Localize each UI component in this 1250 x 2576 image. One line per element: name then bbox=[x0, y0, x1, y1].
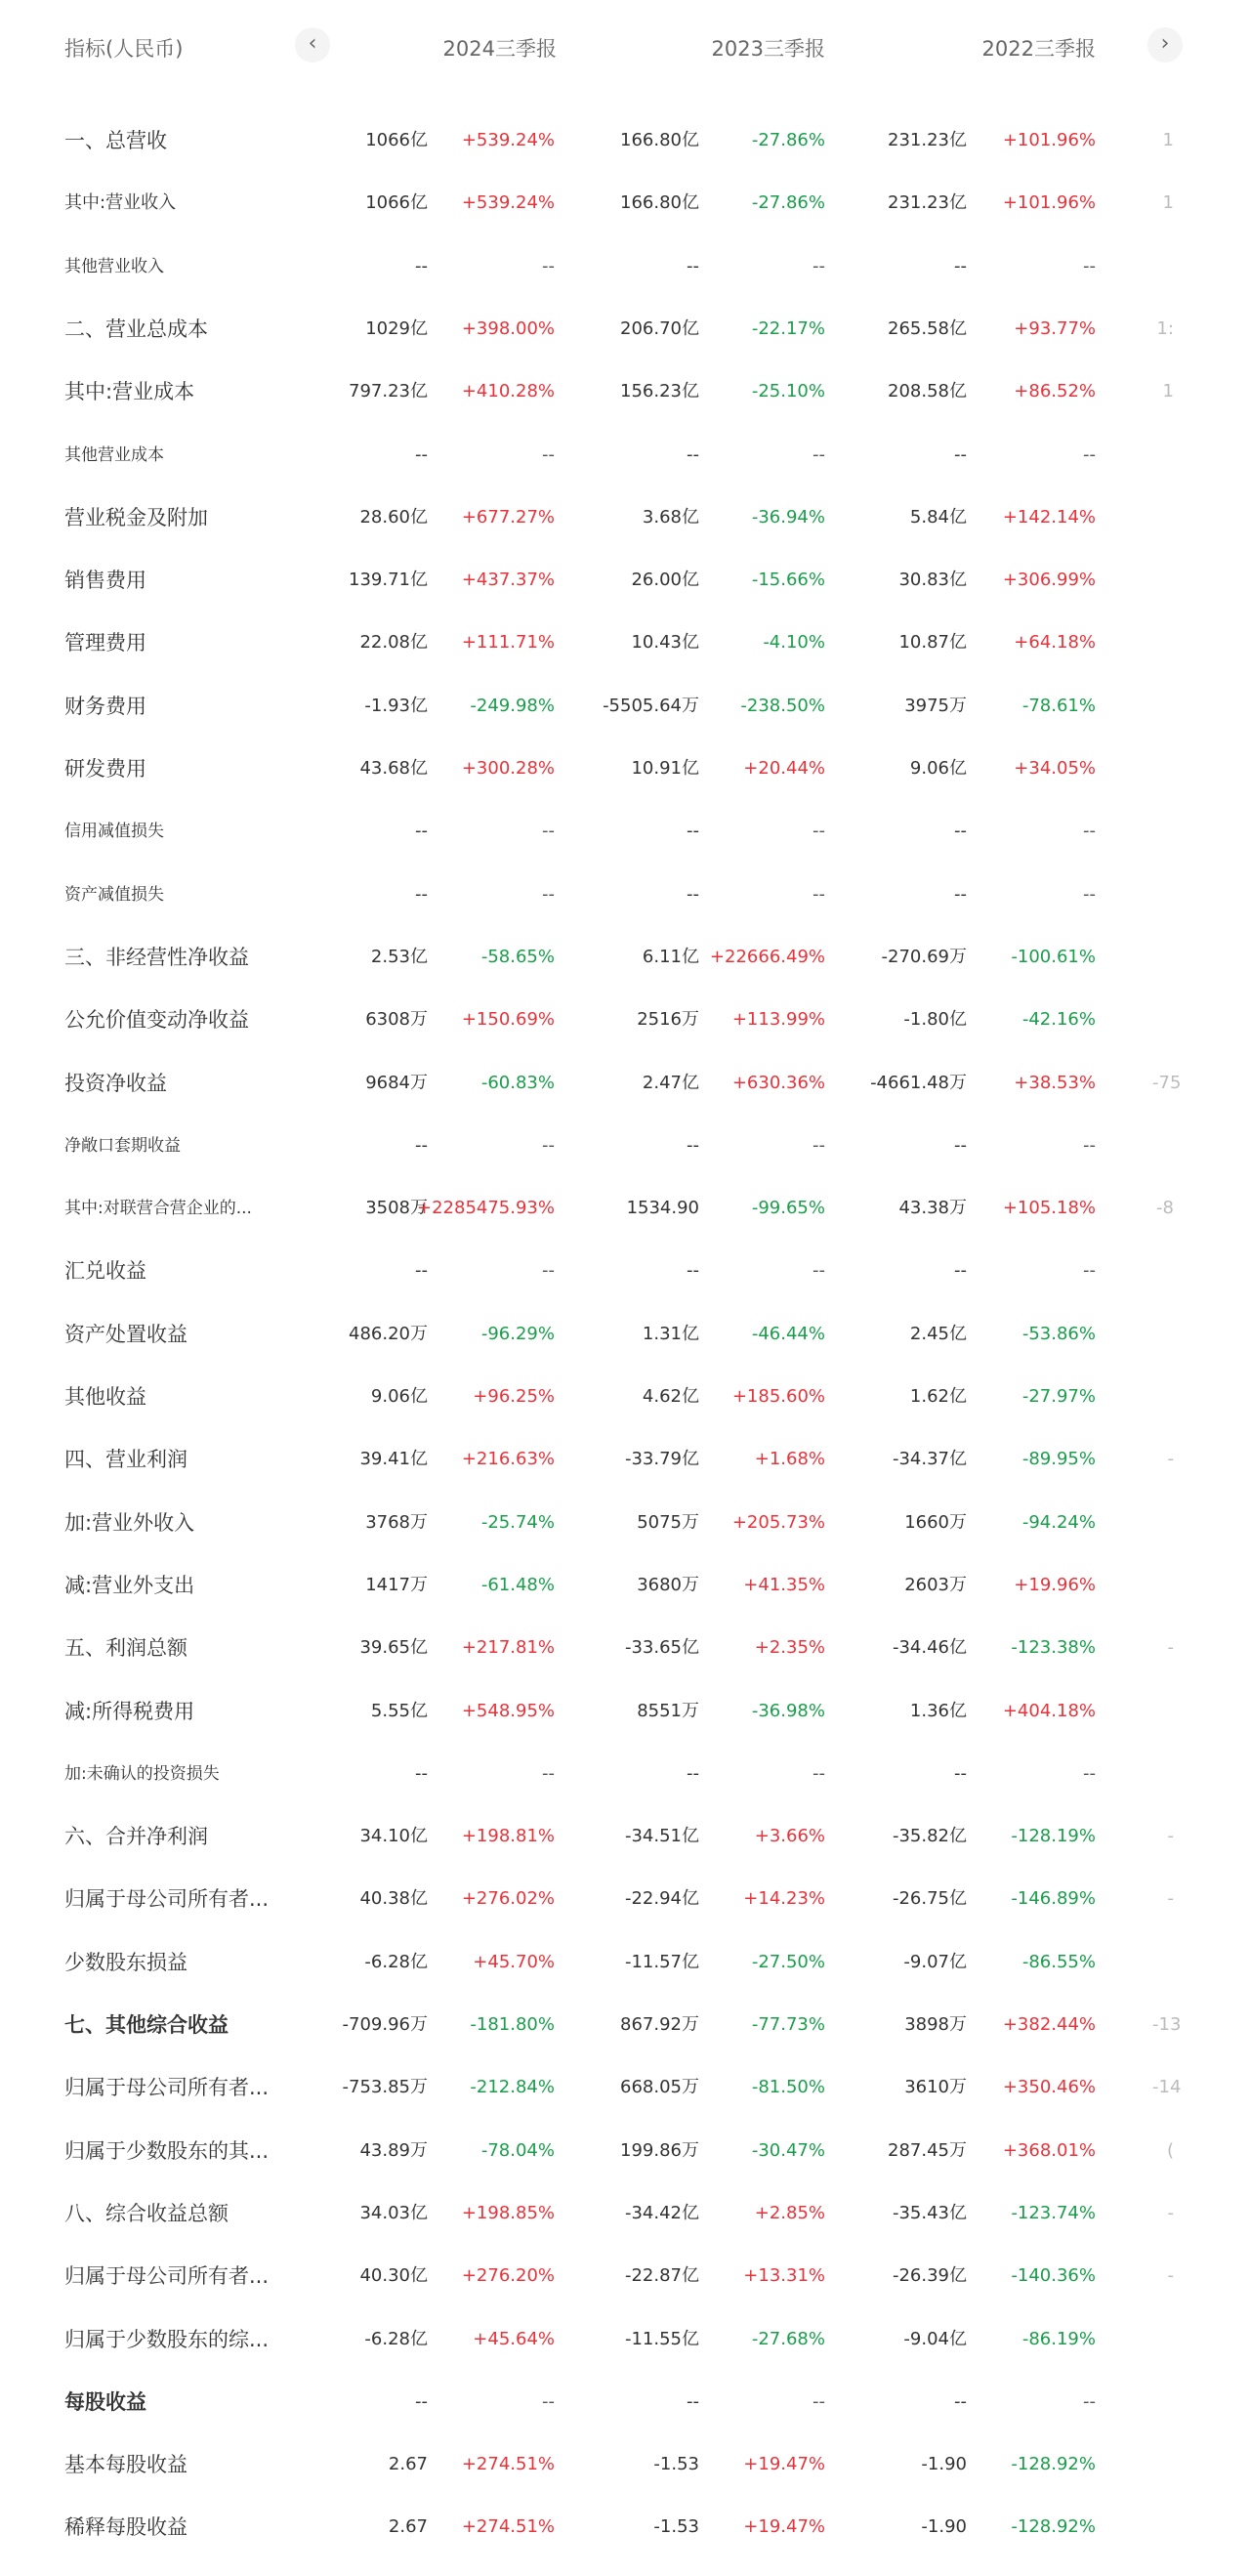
row-value: 30.83亿 bbox=[898, 570, 967, 590]
row-yoy-change: +13.31% bbox=[743, 2265, 825, 2286]
row-value-truncated: ( bbox=[1166, 2140, 1174, 2161]
row-value: -1.80亿 bbox=[903, 1009, 967, 1030]
row-yoy-change: -- bbox=[542, 821, 555, 841]
row-yoy-change: +113.99% bbox=[731, 1009, 825, 1030]
row-label: 汇兑收益 bbox=[64, 1259, 146, 1283]
row-yoy-change: -22.17% bbox=[751, 318, 825, 339]
row-label: 归属于母公司所有者... bbox=[64, 2076, 270, 2099]
row-yoy-change: -- bbox=[812, 444, 825, 465]
row-label: 管理费用 bbox=[64, 631, 146, 655]
row-value: -22.94亿 bbox=[624, 1888, 699, 1909]
row-value: 265.58亿 bbox=[888, 318, 967, 339]
row-yoy-change: -- bbox=[542, 1260, 555, 1281]
row-yoy-change: +45.64% bbox=[473, 2329, 555, 2349]
row-yoy-change: -- bbox=[812, 1135, 825, 1156]
row-label: 七、其他综合收益 bbox=[64, 2013, 229, 2037]
row-value: 4.62亿 bbox=[642, 1386, 699, 1407]
row-value: 231.23亿 bbox=[888, 130, 967, 150]
row-yoy-change: -58.65% bbox=[480, 947, 555, 967]
row-value: -270.69万 bbox=[881, 947, 967, 967]
row-yoy-change: +306.99% bbox=[1002, 570, 1096, 590]
row-value: -34.37亿 bbox=[892, 1449, 967, 1469]
row-value: 39.65亿 bbox=[359, 1637, 428, 1658]
row-yoy-change: -86.55% bbox=[1021, 1952, 1096, 1972]
row-value: -- bbox=[954, 821, 967, 841]
row-value: 5.55亿 bbox=[370, 1701, 428, 1721]
row-yoy-change: -128.92% bbox=[1011, 2454, 1096, 2474]
row-value: 43.38万 bbox=[898, 1198, 967, 1218]
row-value: -22.87亿 bbox=[624, 2265, 699, 2286]
row-value: 40.38亿 bbox=[359, 1888, 428, 1909]
row-yoy-change: +45.70% bbox=[473, 1952, 555, 1972]
row-yoy-change: -- bbox=[812, 821, 825, 841]
row-value: 34.10亿 bbox=[359, 1826, 428, 1846]
row-yoy-change: -36.98% bbox=[751, 1701, 825, 1721]
row-label: 每股收益 bbox=[64, 2390, 146, 2414]
period-header-2024q3: 2024三季报 bbox=[442, 37, 557, 61]
row-value-truncated: - bbox=[1167, 1826, 1174, 1846]
row-yoy-change: -123.38% bbox=[1011, 1637, 1096, 1658]
row-label: 其他营业收入 bbox=[64, 257, 164, 276]
row-value-truncated: 1 bbox=[1162, 130, 1174, 150]
row-yoy-change: -27.68% bbox=[751, 2329, 825, 2349]
row-value-truncated: 1 bbox=[1162, 381, 1174, 401]
row-value: 1.36亿 bbox=[909, 1701, 967, 1721]
row-label: 五、利润总额 bbox=[64, 1636, 188, 1660]
row-yoy-change: -- bbox=[542, 256, 555, 276]
row-value: -- bbox=[415, 256, 428, 276]
row-value: 2.67 bbox=[388, 2454, 428, 2474]
row-value: -- bbox=[954, 444, 967, 465]
row-value-truncated: -8 bbox=[1156, 1198, 1174, 1218]
row-yoy-change: +41.35% bbox=[743, 1575, 825, 1595]
row-yoy-change: +300.28% bbox=[461, 758, 555, 779]
row-yoy-change: -128.19% bbox=[1011, 1826, 1096, 1846]
row-value: 1066亿 bbox=[365, 130, 428, 150]
row-value: -1.53 bbox=[653, 2454, 699, 2474]
row-value-truncated: 1: bbox=[1156, 318, 1174, 339]
row-yoy-change: -- bbox=[1083, 1260, 1096, 1281]
row-label: 销售费用 bbox=[64, 569, 146, 592]
row-value: 1.62亿 bbox=[909, 1386, 967, 1407]
row-value: -- bbox=[687, 821, 699, 841]
period-header-2023q3: 2023三季报 bbox=[711, 37, 825, 61]
row-value: -- bbox=[415, 444, 428, 465]
row-yoy-change: -46.44% bbox=[751, 1324, 825, 1344]
row-yoy-change: -- bbox=[812, 1260, 825, 1281]
row-value: 2.67 bbox=[388, 2516, 428, 2537]
row-yoy-change: +150.69% bbox=[461, 1009, 555, 1030]
row-yoy-change: -89.95% bbox=[1021, 1449, 1096, 1469]
row-label: 加:营业外收入 bbox=[64, 1511, 195, 1535]
row-value: 39.41亿 bbox=[359, 1449, 428, 1469]
row-yoy-change: +185.60% bbox=[731, 1386, 825, 1407]
row-value: -- bbox=[687, 256, 699, 276]
row-yoy-change: +276.02% bbox=[461, 1888, 555, 1909]
row-yoy-change: +548.95% bbox=[461, 1701, 555, 1721]
row-yoy-change: +276.20% bbox=[461, 2265, 555, 2286]
row-value: -- bbox=[687, 444, 699, 465]
indicator-column-title: 指标(人民币) bbox=[64, 37, 184, 61]
row-yoy-change: -- bbox=[542, 1763, 555, 1784]
row-value: 6308万 bbox=[365, 1009, 428, 1030]
row-value: -35.43亿 bbox=[892, 2203, 967, 2223]
row-value: -26.75亿 bbox=[892, 1888, 967, 1909]
row-value: -- bbox=[687, 2391, 699, 2412]
row-value: -9.04亿 bbox=[903, 2329, 967, 2349]
row-label: 少数股东损益 bbox=[64, 1951, 188, 1974]
row-yoy-change: -100.61% bbox=[1011, 947, 1096, 967]
row-yoy-change: -99.65% bbox=[751, 1198, 825, 1218]
row-value: -26.39亿 bbox=[892, 2265, 967, 2286]
row-yoy-change: -27.97% bbox=[1021, 1386, 1096, 1407]
row-label: 财务费用 bbox=[64, 695, 146, 718]
row-yoy-change: -- bbox=[1083, 884, 1096, 905]
row-value: 156.23亿 bbox=[620, 381, 699, 401]
row-yoy-change: -146.89% bbox=[1011, 1888, 1096, 1909]
row-yoy-change: +105.18% bbox=[1002, 1198, 1096, 1218]
row-yoy-change: +404.18% bbox=[1002, 1701, 1096, 1721]
row-value: 3610万 bbox=[904, 2077, 967, 2097]
row-yoy-change: +677.27% bbox=[461, 507, 555, 528]
row-value: 1029亿 bbox=[365, 318, 428, 339]
row-value-truncated: -75 bbox=[1152, 1073, 1182, 1093]
row-value: -1.90 bbox=[921, 2516, 967, 2537]
row-label: 基本每股收益 bbox=[64, 2453, 188, 2476]
row-value: 199.86万 bbox=[620, 2140, 699, 2161]
row-yoy-change: +382.44% bbox=[1002, 2014, 1096, 2035]
row-yoy-change: +198.81% bbox=[461, 1826, 555, 1846]
row-yoy-change: +630.36% bbox=[731, 1073, 825, 1093]
row-value: -- bbox=[415, 1135, 428, 1156]
row-yoy-change: +350.46% bbox=[1002, 2077, 1096, 2097]
row-yoy-change: -77.73% bbox=[751, 2014, 825, 2035]
row-label: 稀释每股收益 bbox=[64, 2515, 188, 2539]
row-value: -753.85万 bbox=[342, 2077, 428, 2097]
row-value: -- bbox=[687, 1135, 699, 1156]
row-yoy-change: -30.47% bbox=[751, 2140, 825, 2161]
row-value: 40.30亿 bbox=[359, 2265, 428, 2286]
row-yoy-change: -249.98% bbox=[470, 696, 555, 716]
row-yoy-change: -27.86% bbox=[751, 130, 825, 150]
row-yoy-change: -- bbox=[1083, 2391, 1096, 2412]
row-value: -1.93亿 bbox=[364, 696, 428, 716]
row-value: -11.55亿 bbox=[624, 2329, 699, 2349]
row-yoy-change: +368.01% bbox=[1002, 2140, 1096, 2161]
row-label: 二、营业总成本 bbox=[64, 317, 208, 341]
row-yoy-change: -36.94% bbox=[751, 507, 825, 528]
row-label: 其中:对联营合营企业的... bbox=[64, 1199, 252, 1218]
row-value: 28.60亿 bbox=[359, 507, 428, 528]
row-yoy-change: +437.37% bbox=[461, 570, 555, 590]
row-yoy-change: +539.24% bbox=[461, 192, 555, 213]
row-yoy-change: +93.77% bbox=[1014, 318, 1096, 339]
row-value: 3768万 bbox=[365, 1512, 428, 1533]
row-value: 10.91亿 bbox=[631, 758, 699, 779]
row-value: -- bbox=[415, 1763, 428, 1784]
row-label: 三、非经营性净收益 bbox=[64, 946, 249, 969]
row-yoy-change: +14.23% bbox=[743, 1888, 825, 1909]
row-value: -34.46亿 bbox=[892, 1637, 967, 1658]
row-label: 净敞口套期收益 bbox=[64, 1136, 181, 1156]
row-yoy-change: +205.73% bbox=[731, 1512, 825, 1533]
row-yoy-change: +38.53% bbox=[1014, 1073, 1096, 1093]
row-value-truncated: - bbox=[1167, 1888, 1174, 1909]
row-value-truncated: - bbox=[1167, 1449, 1174, 1469]
chevron-right-icon[interactable]: › bbox=[1147, 27, 1183, 63]
row-yoy-change: -27.50% bbox=[751, 1952, 825, 1972]
row-value: 9.06亿 bbox=[370, 1386, 428, 1407]
row-yoy-change: +398.00% bbox=[461, 318, 555, 339]
row-value: -- bbox=[687, 884, 699, 905]
row-yoy-change: -25.74% bbox=[480, 1512, 555, 1533]
chevron-left-icon[interactable]: ‹ bbox=[295, 27, 330, 63]
row-yoy-change: +198.85% bbox=[461, 2203, 555, 2223]
row-yoy-change: -- bbox=[1083, 1135, 1096, 1156]
row-value: -709.96万 bbox=[342, 2014, 428, 2035]
row-label: 公允价值变动净收益 bbox=[64, 1008, 249, 1032]
row-yoy-change: +34.05% bbox=[1014, 758, 1096, 779]
row-value: 8551万 bbox=[637, 1701, 699, 1721]
row-yoy-change: -- bbox=[812, 1763, 825, 1784]
row-value: 2.53亿 bbox=[370, 947, 428, 967]
row-yoy-change: +101.96% bbox=[1002, 192, 1096, 213]
row-yoy-change: -212.84% bbox=[470, 2077, 555, 2097]
row-value: 5075万 bbox=[637, 1512, 699, 1533]
row-value: -1.90 bbox=[921, 2454, 967, 2474]
row-yoy-change: +410.28% bbox=[461, 381, 555, 401]
row-yoy-change: -238.50% bbox=[740, 696, 825, 716]
row-value: 43.68亿 bbox=[359, 758, 428, 779]
row-value: 22.08亿 bbox=[359, 632, 428, 653]
row-value: 10.87亿 bbox=[898, 632, 967, 653]
row-value: -34.42亿 bbox=[624, 2203, 699, 2223]
row-value: -35.82亿 bbox=[892, 1826, 967, 1846]
row-yoy-change: -15.66% bbox=[751, 570, 825, 590]
row-value: 1417万 bbox=[365, 1575, 428, 1595]
row-value: -- bbox=[415, 1260, 428, 1281]
row-yoy-change: +3.66% bbox=[754, 1826, 825, 1846]
row-label: 营业税金及附加 bbox=[64, 506, 208, 529]
row-value: -34.51亿 bbox=[624, 1826, 699, 1846]
row-yoy-change: -60.83% bbox=[480, 1073, 555, 1093]
row-yoy-change: -86.19% bbox=[1021, 2329, 1096, 2349]
row-value-truncated: - bbox=[1167, 2203, 1174, 2223]
row-value-truncated: - bbox=[1167, 1637, 1174, 1658]
row-yoy-change: +96.25% bbox=[473, 1386, 555, 1407]
row-value: 208.58亿 bbox=[888, 381, 967, 401]
row-value: 3680万 bbox=[637, 1575, 699, 1595]
row-yoy-change: -140.36% bbox=[1011, 2265, 1096, 2286]
row-yoy-change: +19.96% bbox=[1014, 1575, 1096, 1595]
table-header bbox=[0, 0, 1250, 98]
row-value: 867.92万 bbox=[620, 2014, 699, 2035]
row-value: -- bbox=[954, 1135, 967, 1156]
period-header-2022q3: 2022三季报 bbox=[981, 37, 1096, 61]
row-yoy-change: +274.51% bbox=[461, 2454, 555, 2474]
row-yoy-change: -81.50% bbox=[751, 2077, 825, 2097]
row-yoy-change: +2.35% bbox=[754, 1637, 825, 1658]
row-value: 797.23亿 bbox=[349, 381, 428, 401]
row-value: 10.43亿 bbox=[631, 632, 699, 653]
row-value: -33.65亿 bbox=[624, 1637, 699, 1658]
row-yoy-change: +22666.49% bbox=[709, 947, 825, 967]
row-label: 研发费用 bbox=[64, 757, 146, 781]
row-value: 6.11亿 bbox=[642, 947, 699, 967]
row-value: -11.57亿 bbox=[624, 1952, 699, 1972]
row-value: 139.71亿 bbox=[349, 570, 428, 590]
row-label: 其中:营业收入 bbox=[64, 192, 177, 213]
row-label: 资产减值损失 bbox=[64, 885, 164, 905]
row-value: 1660万 bbox=[904, 1512, 967, 1533]
row-value: 9.06亿 bbox=[909, 758, 967, 779]
row-label: 一、总营收 bbox=[64, 129, 167, 152]
row-yoy-change: -- bbox=[1083, 444, 1096, 465]
row-yoy-change: +274.51% bbox=[461, 2516, 555, 2537]
row-yoy-change: -- bbox=[1083, 256, 1096, 276]
row-value: 1.31亿 bbox=[642, 1324, 699, 1344]
row-value: -33.79亿 bbox=[624, 1449, 699, 1469]
row-value: 1534.90 bbox=[626, 1198, 699, 1218]
row-yoy-change: -- bbox=[542, 884, 555, 905]
row-value: 26.00亿 bbox=[631, 570, 699, 590]
row-value: -9.07亿 bbox=[903, 1952, 967, 1972]
row-value: 2.45亿 bbox=[909, 1324, 967, 1344]
row-yoy-change: -- bbox=[812, 256, 825, 276]
row-yoy-change: +19.47% bbox=[743, 2454, 825, 2474]
row-yoy-change: -53.86% bbox=[1021, 1324, 1096, 1344]
row-value-truncated: 1 bbox=[1162, 192, 1174, 213]
row-yoy-change: +216.63% bbox=[461, 1449, 555, 1469]
row-yoy-change: -- bbox=[1083, 1763, 1096, 1784]
row-yoy-change: +101.96% bbox=[1002, 130, 1096, 150]
row-yoy-change: -25.10% bbox=[751, 381, 825, 401]
row-value: 486.20万 bbox=[349, 1324, 428, 1344]
row-value: -- bbox=[954, 256, 967, 276]
row-yoy-change: -- bbox=[1083, 821, 1096, 841]
row-label: 减:所得税费用 bbox=[64, 1700, 195, 1723]
row-yoy-change: -128.92% bbox=[1011, 2516, 1096, 2537]
row-label: 归属于母公司所有者... bbox=[64, 1887, 270, 1911]
row-yoy-change: -- bbox=[812, 2391, 825, 2412]
row-value: -- bbox=[954, 884, 967, 905]
row-value: -- bbox=[954, 1260, 967, 1281]
row-value: -5505.64万 bbox=[603, 696, 699, 716]
row-value: -- bbox=[687, 1260, 699, 1281]
row-label: 归属于少数股东的综... bbox=[64, 2328, 270, 2351]
row-yoy-change: +1.68% bbox=[754, 1449, 825, 1469]
row-value: 668.05万 bbox=[620, 2077, 699, 2097]
row-value: 34.03亿 bbox=[359, 2203, 428, 2223]
row-yoy-change: +111.71% bbox=[461, 632, 555, 653]
row-yoy-change: +142.14% bbox=[1002, 507, 1096, 528]
row-yoy-change: -- bbox=[542, 1135, 555, 1156]
row-value: -- bbox=[954, 1763, 967, 1784]
row-yoy-change: -61.48% bbox=[480, 1575, 555, 1595]
row-yoy-change: -27.86% bbox=[751, 192, 825, 213]
row-value-truncated: -13 bbox=[1152, 2014, 1182, 2035]
row-yoy-change: +20.44% bbox=[743, 758, 825, 779]
row-value: -- bbox=[415, 884, 428, 905]
row-yoy-change: -- bbox=[812, 884, 825, 905]
row-yoy-change: +2.85% bbox=[754, 2203, 825, 2223]
row-label: 六、合并净利润 bbox=[64, 1825, 208, 1848]
row-label: 投资净收益 bbox=[64, 1072, 167, 1095]
row-value: 1066亿 bbox=[365, 192, 428, 213]
row-label: 其他营业成本 bbox=[64, 445, 164, 465]
row-yoy-change: -78.04% bbox=[480, 2140, 555, 2161]
row-value: -1.53 bbox=[653, 2516, 699, 2537]
row-yoy-change: -- bbox=[542, 444, 555, 465]
row-label: 其中:营业成本 bbox=[64, 380, 195, 403]
row-value: -- bbox=[415, 2391, 428, 2412]
row-yoy-change: -42.16% bbox=[1021, 1009, 1096, 1030]
row-yoy-change: -123.74% bbox=[1011, 2203, 1096, 2223]
row-value: 231.23亿 bbox=[888, 192, 967, 213]
row-value: 5.84亿 bbox=[909, 507, 967, 528]
row-value: 3508万 bbox=[365, 1198, 428, 1218]
row-value: -- bbox=[954, 2391, 967, 2412]
row-label: 其他收益 bbox=[64, 1385, 146, 1409]
row-label: 归属于母公司所有者... bbox=[64, 2264, 270, 2288]
row-value: -- bbox=[687, 1763, 699, 1784]
row-label: 信用减值损失 bbox=[64, 822, 164, 841]
row-label: 加:未确认的投资损失 bbox=[64, 1764, 220, 1784]
row-value: 2516万 bbox=[637, 1009, 699, 1030]
row-value: 43.89万 bbox=[359, 2140, 428, 2161]
row-value: -- bbox=[415, 821, 428, 841]
row-label: 归属于少数股东的其... bbox=[64, 2139, 270, 2163]
row-yoy-change: +19.47% bbox=[743, 2516, 825, 2537]
row-yoy-change: -78.61% bbox=[1021, 696, 1096, 716]
row-value: 287.45万 bbox=[888, 2140, 967, 2161]
row-value: 3975万 bbox=[904, 696, 967, 716]
row-label: 四、营业利润 bbox=[64, 1448, 188, 1471]
row-label: 资产处置收益 bbox=[64, 1323, 188, 1346]
row-value: 206.70亿 bbox=[620, 318, 699, 339]
row-value: 3.68亿 bbox=[642, 507, 699, 528]
row-yoy-change: -181.80% bbox=[470, 2014, 555, 2035]
row-value: 2603万 bbox=[904, 1575, 967, 1595]
row-yoy-change: +64.18% bbox=[1014, 632, 1096, 653]
row-yoy-change: -4.10% bbox=[763, 632, 825, 653]
row-yoy-change: +539.24% bbox=[461, 130, 555, 150]
row-value-truncated: -14 bbox=[1152, 2077, 1182, 2097]
row-yoy-change: +217.81% bbox=[461, 1637, 555, 1658]
row-value: -4661.48万 bbox=[870, 1073, 967, 1093]
row-value: 9684万 bbox=[365, 1073, 428, 1093]
row-value-truncated: - bbox=[1167, 2265, 1174, 2286]
row-value: -6.28亿 bbox=[364, 2329, 428, 2349]
row-label: 八、综合收益总额 bbox=[64, 2202, 229, 2225]
row-yoy-change: -94.24% bbox=[1021, 1512, 1096, 1533]
row-value: 3898万 bbox=[904, 2014, 967, 2035]
row-value: 2.47亿 bbox=[642, 1073, 699, 1093]
row-yoy-change: +86.52% bbox=[1014, 381, 1096, 401]
row-yoy-change: +2285475.93% bbox=[417, 1198, 555, 1218]
row-value: 166.80亿 bbox=[620, 192, 699, 213]
row-yoy-change: -96.29% bbox=[480, 1324, 555, 1344]
row-yoy-change: -- bbox=[542, 2391, 555, 2412]
row-label: 减:营业外支出 bbox=[64, 1574, 195, 1597]
row-value: -6.28亿 bbox=[364, 1952, 428, 1972]
row-value: 166.80亿 bbox=[620, 130, 699, 150]
